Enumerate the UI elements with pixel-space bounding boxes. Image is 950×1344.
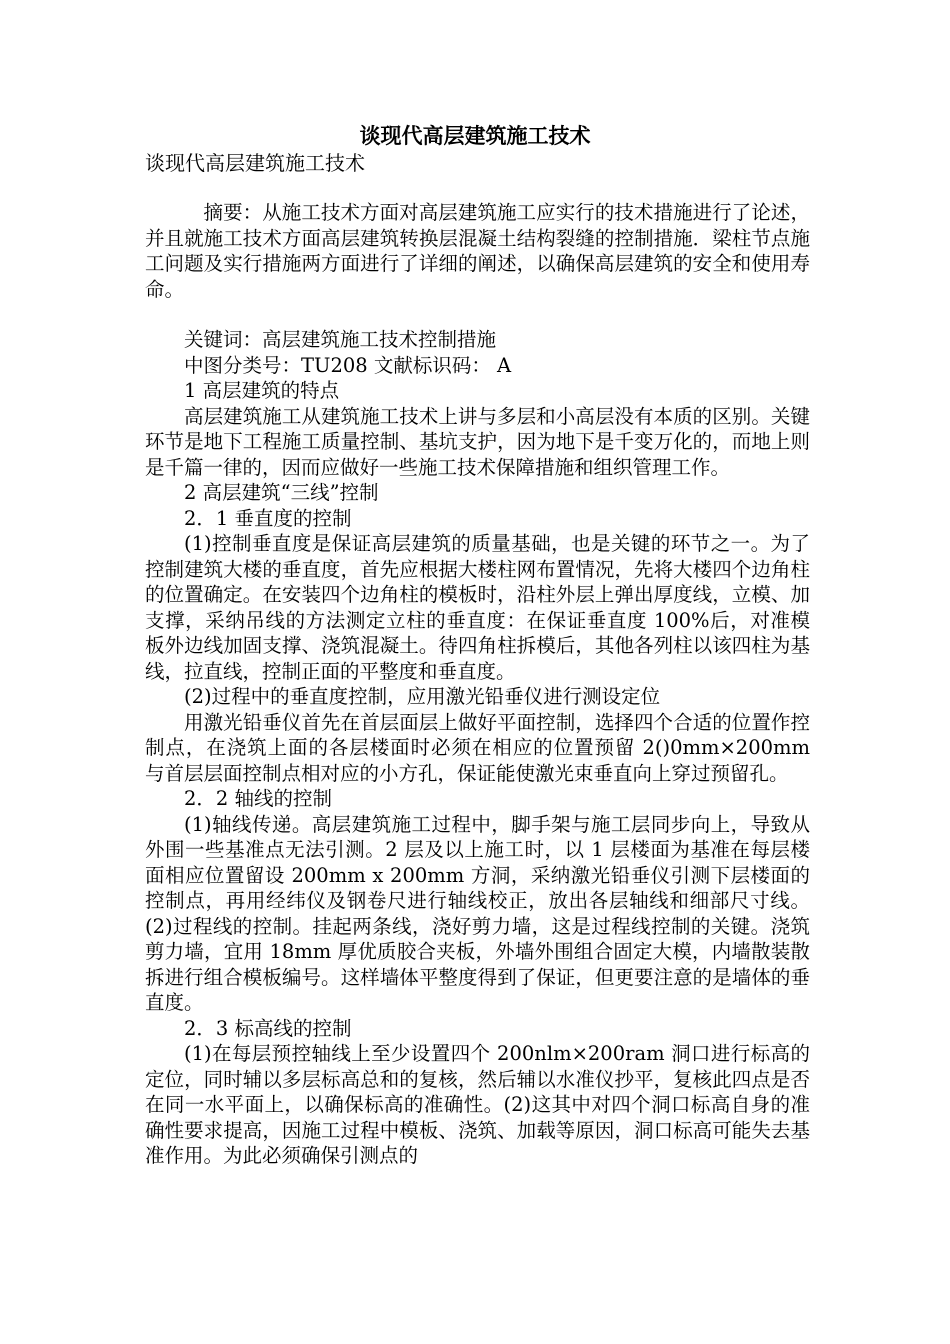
body-paragraph: (1)在每层预控轴线上至少设置四个 200nlm×200ram 洞口进行标高的定位，同时辅以多层标高总和的复核，然后辅以水准仪抄平，复核此四点是否在同一水平面上，以确保标高的准确性。(2)这其中对四个洞口标高自身的准确性要求提高，因施工过程中模板、浇筑、加载等原因，洞口标高可能失去基准作用。为此必须确保引测点的: [145, 1042, 810, 1167]
subsection-heading: 2．1 垂直度的控制: [184, 506, 352, 530]
body-paragraph: (2)过程中的垂直度控制，应用激光铅垂仪进行测设定位: [184, 685, 661, 708]
document-body: [145, 200, 810, 1169]
body-paragraph: 用激光铅垂仪首先在首层面层上做好平面控制，选择四个合适的位置作控制点，在浇筑上面的各层楼面时必须在相应的位置预留 2()0mm×200mm 与首层层面控制点相对应的小方孔，保证能使激光束垂直向上穿过预留孔。: [145, 710, 810, 785]
body-paragraph: (1)轴线传递。高层建筑施工过程中，脚手架与施工层同步向上，导致从外围一些基准点无法引测。2 层及以上施工时，以 1 层楼面为基准在每层楼面相应位置留设 200mm x 200mm 方洞，采纳激光铅垂仪引测下层楼面的控制点，再用经纬仪及钢卷尺进行轴线校正，放出各层轴线和细部尺寸线。(2)过程线的控制。挂起两条线，浇好剪力墙，这是过程线控制的关键。浇筑剪力墙，宜用 18mm 厚优质胶合夹板，外墙外围组合固定大模，内墙散装散拆进行组合模板编号。这样墙体平整度得到了保证，但更要注意的是墙体的垂直度。: [145, 812, 810, 1014]
blank-line: [145, 302, 810, 327]
section-heading: 2 高层建筑“三线”控制: [184, 481, 379, 504]
body-paragraph: (1)控制垂直度是保证高层建筑的质量基础，也是关键的环节之一。为了控制建筑大楼的垂直度，首先应根据大楼柱网布置情况，先将大楼四个边角柱的位置确定。在安装四个边角柱的模板时，沿柱外层上弹出厚度线，立模、加支撑，采纳吊线的方法测定立柱的垂直度：在保证垂直度 100%后，对准模板外边线加固支撑、浇筑混凝土。待四角柱拆模后，其他各列柱以该四柱为基线，拉直线，控制正面的平整度和垂直度。: [145, 532, 810, 683]
document-title: 谈现代高层建筑施工技术: [359, 123, 591, 148]
body-paragraph: 高层建筑施工从建筑施工技术上讲与多层和小高层没有本质的区别。关键环节是地下工程施工质量控制、基坑支护，因为地下是千变万化的，而地上则是千篇一律的，因而应做好一些施工技术保障措施和组织管理工作。: [145, 404, 810, 479]
abstract-paragraph: 摘要：从施工技术方面对高层建筑施工应实行的技术措施进行了论述，并且就施工技术方面高层建筑转换层混凝土结构裂缝的控制措施．梁柱节点施工问题及实行措施两方面进行了详细的阐述，以确保高层建筑的安全和使用寿命。: [145, 201, 810, 301]
section-heading: 1 高层建筑的特点: [184, 379, 340, 402]
subsection-heading: 2．2 轴线的控制: [184, 787, 333, 810]
document-subtitle: 谈现代高层建筑施工技术: [145, 151, 365, 175]
classification-line: 中图分类号：TU208 文献标识码： A: [184, 353, 512, 377]
keywords-line: 关键词：高层建筑施工技术控制措施: [184, 328, 497, 351]
subsection-heading: 2．3 标高线的控制: [184, 1016, 352, 1040]
